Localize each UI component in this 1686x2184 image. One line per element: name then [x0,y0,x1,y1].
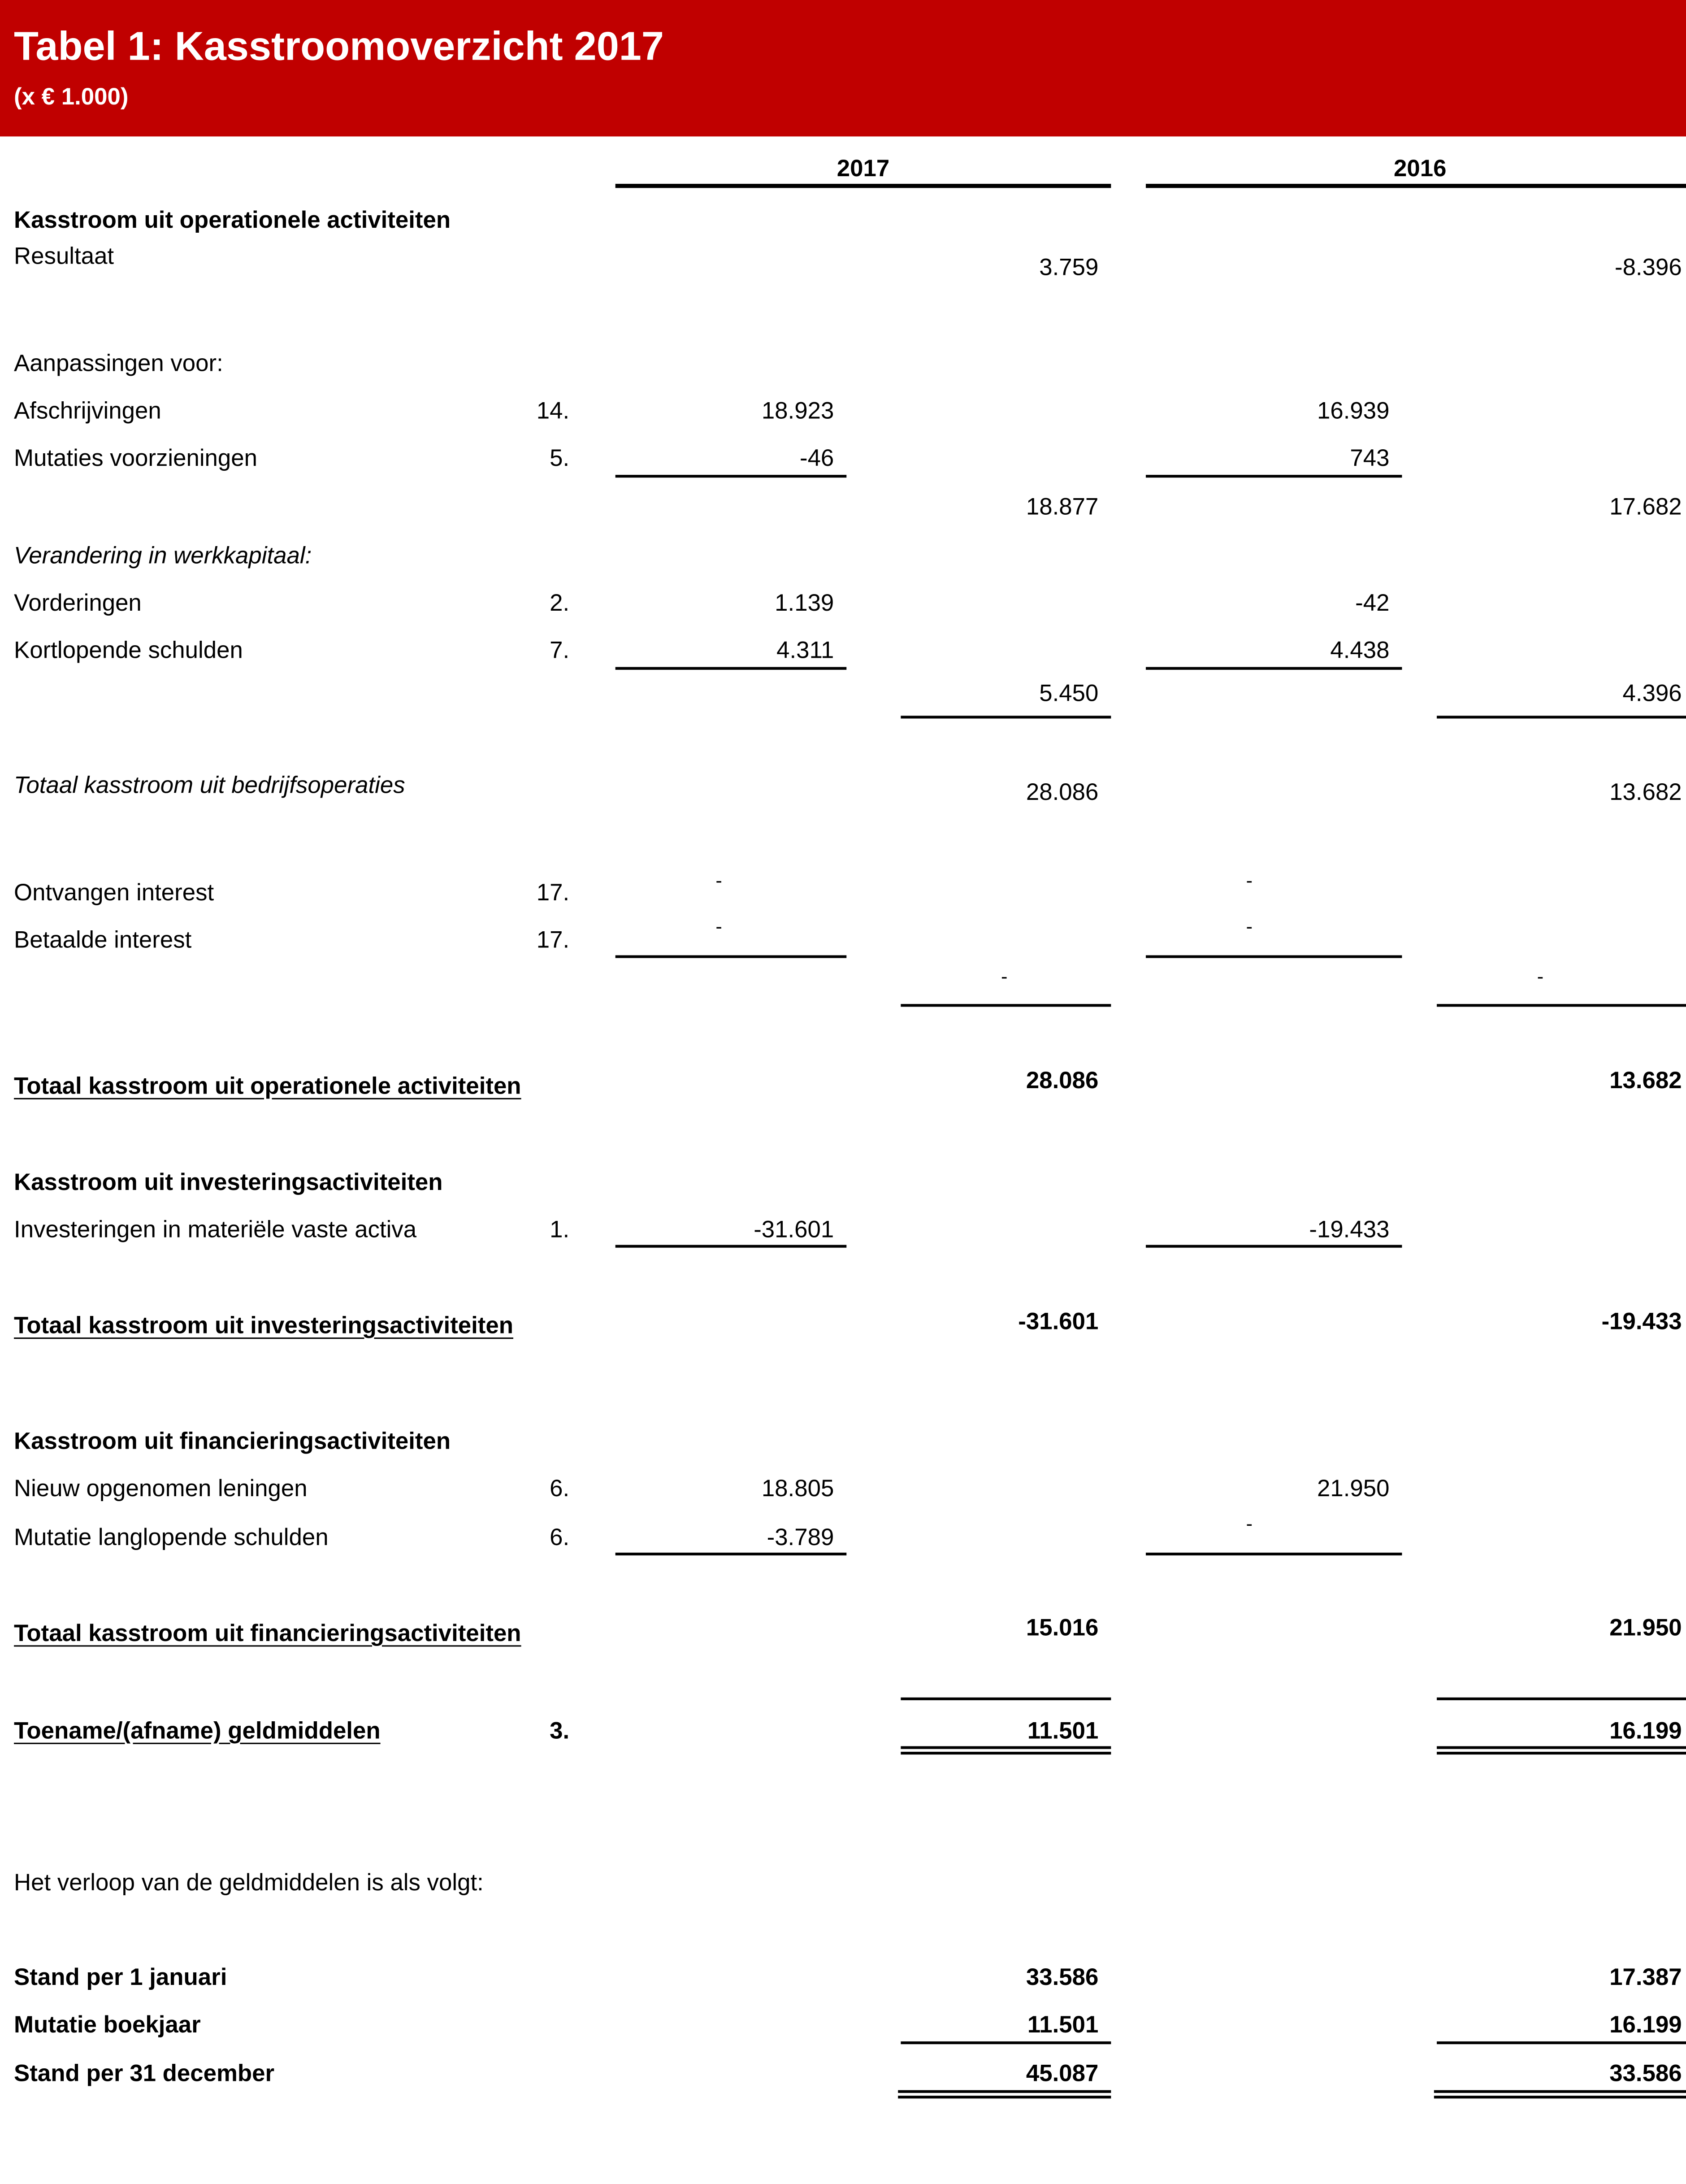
value-2017: 1.139 [775,590,834,617]
total-label: Toename/(afname) geldmiddelen [14,1717,381,1744]
note-ref: 17. [536,879,570,906]
row-label: Aanpassingen voor: [14,350,223,377]
row-label: Mutatie boekjaar [14,2011,201,2038]
subtotal-2017: 5.450 [1039,680,1099,707]
total-2016: 21.950 [1609,1615,1682,1641]
value-2016: 743 [1350,445,1390,472]
header-rule-2017 [615,184,1111,187]
value-2016: -19.433 [1309,1216,1390,1243]
subtotal-rule [615,475,847,477]
double-rule [1437,1752,1686,1754]
subtotal-rule [1146,667,1402,669]
total-rule [1437,2041,1686,2044]
double-rule [898,2096,1111,2098]
note-ref: 5. [550,445,570,472]
year-header-2016: 2016 [1394,155,1447,182]
value-2016: 21.950 [1317,1475,1390,1502]
note-ref: 6. [550,1475,570,1502]
value-2017: 3.759 [1039,254,1099,281]
total-rule [901,1698,1111,1700]
note-ref: 3. [550,1717,570,1744]
double-rule [901,1746,1111,1749]
subtotal-rule [1146,1245,1402,1247]
double-rule [1434,2096,1686,2098]
total-2017: 15.016 [1026,1615,1099,1641]
subtotal-rule [1146,475,1402,477]
total-rule [1437,1698,1686,1700]
value-2017: -31.601 [754,1216,834,1243]
value-2017: -46 [799,445,834,472]
subtotal-rule [615,1245,847,1247]
total-label: Totaal kasstroom uit investeringsactiviteiten [14,1312,514,1339]
total-rule [901,716,1111,718]
value-2017: 33.586 [1026,1964,1099,1991]
total-2017: 11.501 [1027,1717,1099,1744]
value-2016: - [1246,868,1253,891]
subtotal-rule [615,1553,847,1555]
row-label: Totaal kasstroom uit bedrijfsoperaties [14,772,405,799]
value-2016: -8.396 [1614,254,1682,281]
total-2016: 13.682 [1609,1067,1682,1094]
value-2017: 4.311 [776,637,834,664]
year-header-2017: 2017 [836,155,890,182]
subtotal-rule [615,955,847,958]
total-rule [901,2041,1111,2044]
row-label: Betaalde interest [14,926,192,953]
section-heading: Kasstroom uit investeringsactiviteiten [14,1169,443,1196]
value-2016: 33.586 [1609,2060,1682,2087]
subtotal-2017: 18.877 [1026,493,1099,520]
title-banner [0,0,1686,136]
total-rule [1437,1004,1686,1006]
value-2017: -3.789 [767,1524,834,1551]
section-heading: Kasstroom uit financieringsactiviteiten [14,1428,451,1455]
row-label: Ontvangen interest [14,879,214,906]
total-rule [901,1004,1111,1006]
unit-subtitle: (x € 1.000) [14,83,129,110]
row-label: Verandering in werkkapitaal: [14,542,312,569]
row-label: Vorderingen [14,590,142,617]
note-ref: 17. [536,926,570,953]
value-2017: 45.087 [1026,2060,1099,2087]
subtotal-2016: 4.396 [1622,680,1682,707]
value-2017: - [715,868,722,891]
total-2017: 28.086 [1026,1067,1099,1094]
intro-text: Het verloop van de geldmiddelen is als volgt: [14,1869,484,1896]
subtotal-2016: 17.682 [1609,493,1682,520]
subtotal-rule [1146,955,1402,958]
row-label: Nieuw opgenomen leningen [14,1475,308,1502]
note-ref: 14. [536,397,570,424]
value-2017: - [715,915,722,938]
total-2016: 16.199 [1609,1717,1682,1744]
row-label: Mutaties voorzieningen [14,445,258,472]
value-2016: - [1246,915,1253,938]
note-ref: 7. [550,637,570,664]
total-2016: -19.433 [1601,1308,1682,1335]
subtotal-2016: - [1537,965,1544,987]
total-label: Totaal kasstroom uit operationele activiteiten [14,1072,521,1099]
row-label: Resultaat [14,243,114,269]
double-rule [898,2090,1111,2093]
subtotal-2017: - [1001,965,1008,987]
row-label: Kortlopende schulden [14,637,243,664]
value-2016: 16.939 [1317,397,1390,424]
row-label: Investeringen in materiële vaste activa [14,1216,417,1243]
subtotal-rule [1146,1553,1402,1555]
header-rule-2016 [1146,184,1686,187]
note-ref: 2. [550,590,570,617]
total-2017: -31.601 [1018,1308,1099,1335]
value-2016: 16.199 [1609,2011,1682,2038]
double-rule [1434,2090,1686,2093]
note-ref: 1. [550,1216,570,1243]
double-rule [901,1752,1111,1754]
row-label: Stand per 31 december [14,2060,275,2087]
section-heading: Kasstroom uit operationele activiteiten [14,207,451,234]
value-2017: 28.086 [1026,779,1099,806]
value-2016: -42 [1355,590,1390,617]
subtotal-rule [615,667,847,669]
row-label: Mutatie langlopende schulden [14,1524,329,1551]
value-2017: 11.501 [1027,2011,1099,2038]
double-rule [1437,1746,1686,1749]
total-rule [1437,716,1686,718]
value-2017: 18.805 [761,1475,834,1502]
value-2017: 18.923 [761,397,834,424]
value-2016: - [1246,1512,1253,1535]
page-title: Tabel 1: Kasstroomoverzicht 2017 [14,25,664,70]
value-2016: 4.438 [1330,637,1390,664]
row-label: Afschrijvingen [14,397,161,424]
value-2016: 13.682 [1609,779,1682,806]
row-label: Stand per 1 januari [14,1964,227,1991]
note-ref: 6. [550,1524,570,1551]
total-label: Totaal kasstroom uit financieringsactiviteiten [14,1620,521,1647]
value-2016: 17.387 [1609,1964,1682,1991]
